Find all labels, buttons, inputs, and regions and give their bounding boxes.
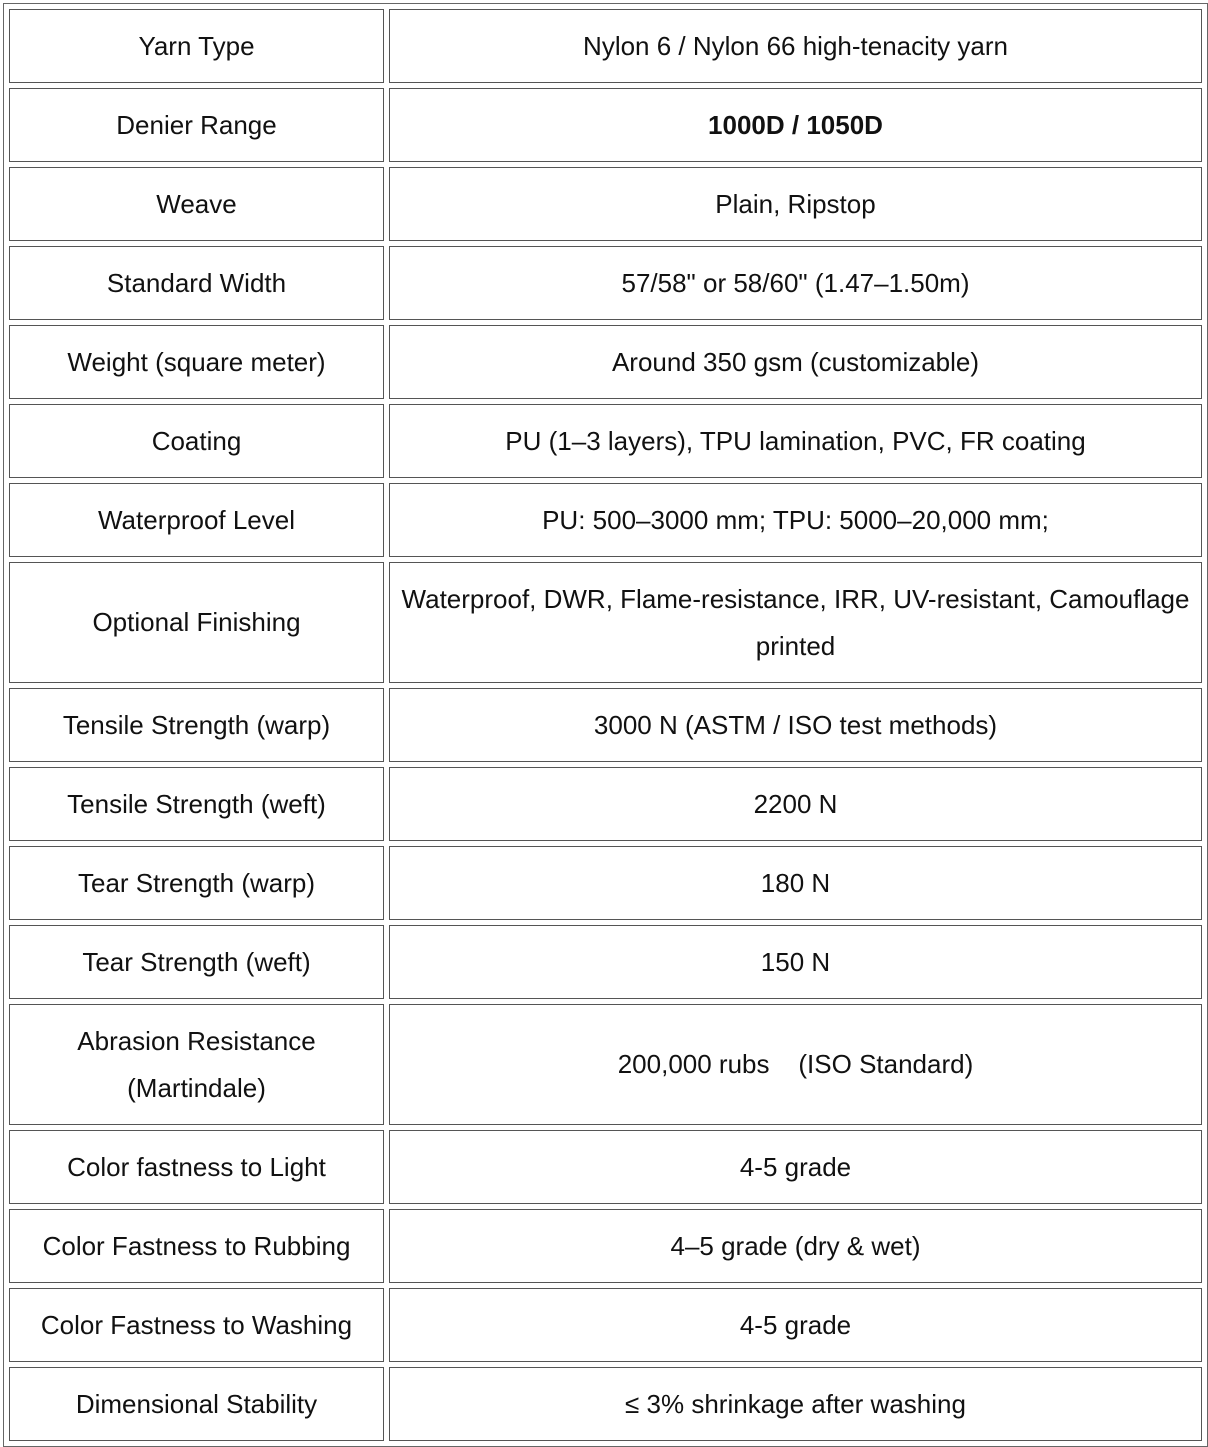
row-label: Color Fastness to Washing [9,1288,384,1362]
row-value: 150 N [389,925,1202,999]
table-row [9,846,1202,920]
row-value: PU (1–3 layers), TPU lamination, PVC, FR coating [389,404,1202,478]
table-row [9,925,1202,999]
table-row [9,404,1202,478]
row-label: Color Fastness to Rubbing [9,1209,384,1283]
table-row [9,325,1202,399]
spec-table [3,3,1208,1447]
row-label: Color fastness to Light [9,1130,384,1204]
table-row [9,767,1202,841]
table-row [9,562,1202,683]
row-value: Waterproof, DWR, Flame-resistance, IRR, UV-resistant, Camouflage printed [389,562,1202,683]
row-label: Abrasion Resistance (Martindale) [9,1004,384,1125]
row-value: Plain, Ripstop [389,167,1202,241]
row-label: Waterproof Level [9,483,384,557]
row-value: PU: 500–3000 mm; TPU: 5000–20,000 mm; [389,483,1202,557]
table-row [9,167,1202,241]
row-label: Tensile Strength (weft) [9,767,384,841]
row-value: 4-5 grade [389,1288,1202,1362]
row-value: Around 350 gsm (customizable) [389,325,1202,399]
table-row [9,9,1202,83]
row-value: 1000D / 1050D [389,88,1202,162]
row-label: Tensile Strength (warp) [9,688,384,762]
row-value: 2200 N [389,767,1202,841]
row-label: Yarn Type [9,9,384,83]
table-row [9,1367,1202,1441]
table-row [9,1130,1202,1204]
row-label: Dimensional Stability [9,1367,384,1441]
row-value: 200,000 rubs (ISO Standard) [389,1004,1202,1125]
table-row [9,688,1202,762]
table-row [9,88,1202,162]
row-label: Tear Strength (warp) [9,846,384,920]
table-row [9,1209,1202,1283]
table-row [9,246,1202,320]
row-label: Coating [9,404,384,478]
table-row [9,1004,1202,1125]
row-value: 180 N [389,846,1202,920]
row-label: Standard Width [9,246,384,320]
row-label: Tear Strength (weft) [9,925,384,999]
row-label: Weave [9,167,384,241]
row-value: 3000 N (ASTM / ISO test methods) [389,688,1202,762]
row-label: Weight (square meter) [9,325,384,399]
row-value: 4-5 grade [389,1130,1202,1204]
row-value: ≤ 3% shrinkage after washing [389,1367,1202,1441]
row-value: Nylon 6 / Nylon 66 high-tenacity yarn [389,9,1202,83]
table-row [9,1288,1202,1362]
row-value: 57/58" or 58/60" (1.47–1.50m) [389,246,1202,320]
row-label: Denier Range [9,88,384,162]
row-label: Optional Finishing [9,562,384,683]
row-value: 4–5 grade (dry & wet) [389,1209,1202,1283]
table-row [9,483,1202,557]
